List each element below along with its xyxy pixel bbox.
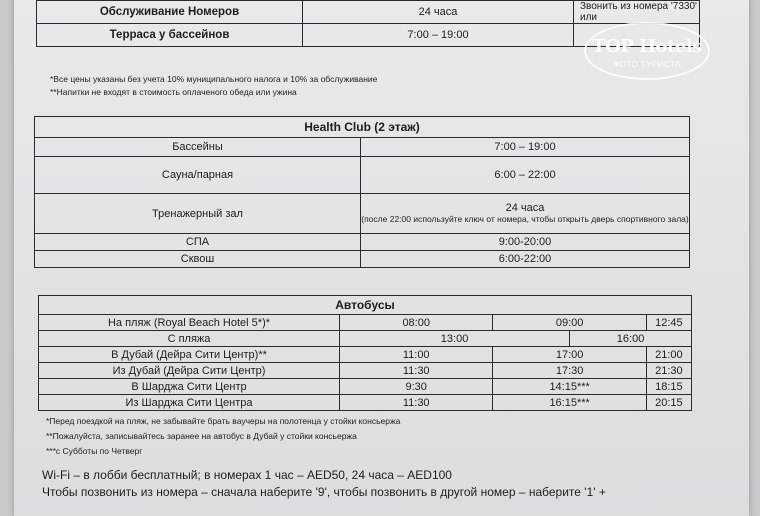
watermark-tagline: ФОТО ТУРИСТА bbox=[613, 60, 681, 69]
bus-route: Из Дубай (Дейра Сити Центр) bbox=[39, 363, 340, 379]
service-note: Звонить из номера '7330' или bbox=[574, 1, 700, 24]
table-row bbox=[39, 315, 692, 331]
bus-time: 21:00 bbox=[646, 347, 691, 363]
facility-note: (после 22:00 используйте ключ от номера, чтобы открыть дверь спортивного зала) bbox=[361, 214, 689, 224]
bus-time: 16:00 bbox=[570, 331, 692, 347]
bus-route: Из Шарджа Сити Центра bbox=[39, 395, 340, 411]
facility-hours: 7:00 – 19:00 bbox=[361, 138, 690, 157]
bus-time: 20:15 bbox=[646, 395, 691, 411]
bus-time: 17:00 bbox=[493, 347, 646, 363]
facility-name: Сквош bbox=[35, 251, 361, 268]
bus-schedule-table bbox=[38, 295, 692, 411]
bus-time: 16:15*** bbox=[493, 395, 646, 411]
footnote-prices: *Все цены указаны без учета 10% муниципального налога и 10% за обслуживание bbox=[50, 74, 378, 84]
watermark-brand: TOP Hotels bbox=[592, 36, 702, 57]
facility-hours: 24 часа bbox=[505, 202, 545, 214]
facility-name: Тренажерный зал bbox=[35, 194, 361, 234]
footnote-drinks: **Напитки не входят в стоимость оплаченого обеда или ужина bbox=[50, 87, 297, 97]
bus-time: 12:45 bbox=[646, 315, 691, 331]
bus-time: 11:30 bbox=[340, 395, 493, 411]
health-club-title: Health Club (2 этаж) bbox=[35, 117, 690, 138]
tophotels-watermark bbox=[584, 22, 710, 80]
bus-route: В Дубай (Дейра Сити Центр)** bbox=[39, 347, 340, 363]
bus-route: В Шарджа Сити Центр bbox=[39, 379, 340, 395]
service-hours: 7:00 – 19:00 bbox=[303, 24, 574, 47]
facility-hours: 6:00 – 22:00 bbox=[361, 157, 690, 194]
bus-time: 09:00 bbox=[493, 315, 646, 331]
service-name: Обслуживание Номеров bbox=[37, 1, 303, 24]
table-row bbox=[35, 138, 690, 157]
bus-time: 14:15*** bbox=[493, 379, 646, 395]
health-club-table bbox=[34, 116, 690, 268]
bus-time: 11:30 bbox=[340, 363, 493, 379]
facility-hours-cell bbox=[361, 194, 690, 234]
facility-name: Бассейны bbox=[35, 138, 361, 157]
footnote-dubai-booking: **Пожалуйста, записывайтесь заранее на автобус в Дубай у стойки консьержа bbox=[46, 431, 357, 441]
facility-name: Сауна/парная bbox=[35, 157, 361, 194]
table-row bbox=[39, 363, 692, 379]
table-row bbox=[39, 331, 692, 347]
facility-name: СПА bbox=[35, 234, 361, 251]
table-row bbox=[35, 234, 690, 251]
wifi-line: Wi-Fi – в лобби бесплатный; в номерах 1 час – AED50, 24 часа – AED100 bbox=[42, 468, 452, 482]
bus-schedule-title: Автобусы bbox=[39, 296, 692, 315]
table-row bbox=[35, 157, 690, 194]
table-row bbox=[39, 379, 692, 395]
bus-time: 21:30 bbox=[646, 363, 691, 379]
bus-time: 17:30 bbox=[493, 363, 646, 379]
bus-route: На пляж (Royal Beach Hotel 5*)* bbox=[39, 315, 340, 331]
footnote-days: ***с Субботы по Четверг bbox=[46, 446, 143, 456]
bus-time: 13:00 bbox=[340, 331, 570, 347]
footnote-beach-vouchers: *Перед поездкой на пляж, не забывайте брать ваучеры на полотенца у стойки консьержа bbox=[46, 416, 401, 426]
table-row bbox=[37, 1, 700, 24]
facility-hours: 6:00-22:00 bbox=[361, 251, 690, 268]
facility-hours: 9:00-20:00 bbox=[361, 234, 690, 251]
table-row bbox=[39, 347, 692, 363]
bus-route: С пляжа bbox=[39, 331, 340, 347]
table-row bbox=[39, 395, 692, 411]
wifi-info bbox=[42, 467, 606, 501]
service-hours: 24 часа bbox=[303, 1, 574, 24]
service-name: Терраса у бассейнов bbox=[37, 24, 303, 47]
table-row bbox=[35, 251, 690, 268]
phone-line: Чтобы позвонить из номера – сначала наберите '9', чтобы позвонить в другой номер – наберите '1' + bbox=[42, 485, 606, 499]
bus-time: 18:15 bbox=[646, 379, 691, 395]
bus-time: 08:00 bbox=[340, 315, 493, 331]
table-row bbox=[35, 194, 690, 234]
bus-time: 11:00 bbox=[340, 347, 493, 363]
bus-time: 9:30 bbox=[340, 379, 493, 395]
